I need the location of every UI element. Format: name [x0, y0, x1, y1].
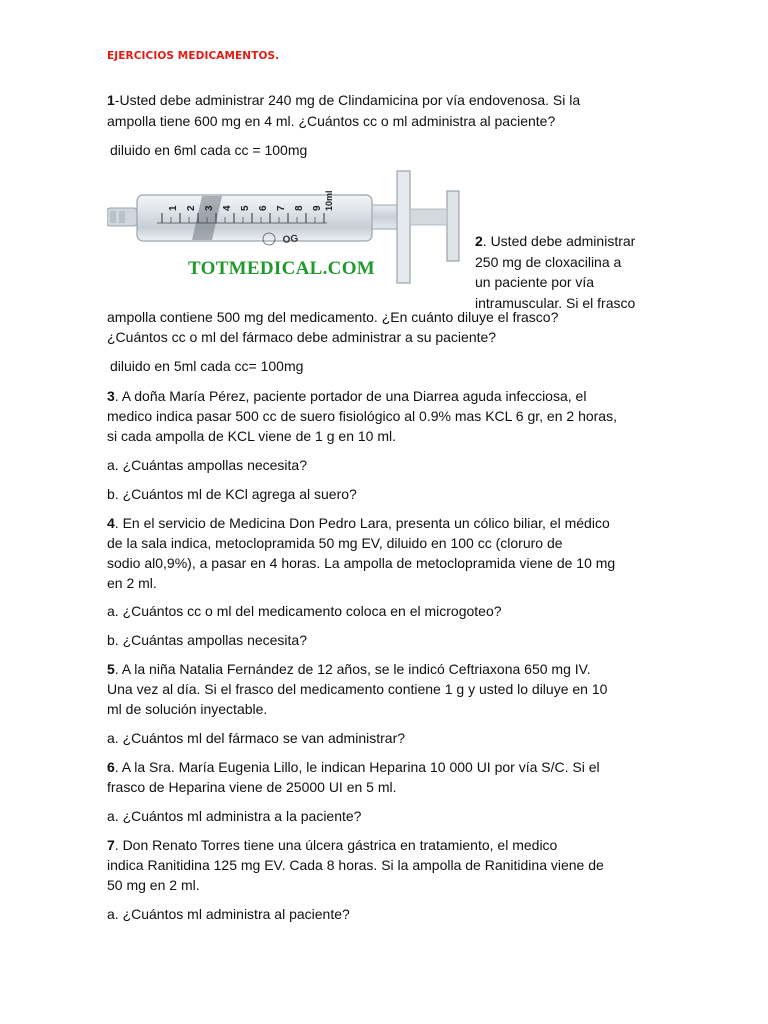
question-4-a: a. ¿Cuántos cc o ml del medicamento coloca en el microgoteo? — [107, 603, 502, 619]
question-7 — [107, 835, 667, 856]
question-4-line: de la sala indica, metoclopramida 50 mg EV, diluido en 100 cc (cloruro de — [107, 535, 563, 551]
question-6 — [107, 757, 667, 778]
question-number: 5 — [107, 661, 115, 677]
watermark: TOTMEDICAL.COM — [188, 258, 376, 279]
question-3-line: medico indica pasar 500 cc de suero fisiológico al 0.9% mas KCL 6 gr, en 2 horas, — [107, 408, 617, 424]
question-1-line-2: ampolla tiene 600 mg en 4 ml. ¿Cuántos cc o ml administra al paciente? — [107, 112, 556, 129]
scale-number: 5 — [240, 205, 251, 211]
question-text: 250 mg de cloxacilina a — [475, 253, 622, 270]
scale-number: 9 — [312, 205, 323, 211]
scale-number: 4 — [222, 205, 233, 211]
question-2-line: ampolla contiene 500 mg del medicamento. ¿En cuánto diluye el frasco? — [107, 309, 559, 325]
question-text: . A la Sra. María Eugenia Lillo, le indican Heparina 10 000 UI por vía S/C. Si el — [114, 759, 600, 775]
question-number: 2 — [475, 233, 483, 249]
question-3-b: b. ¿Cuántos ml de KCl agrega al suero? — [107, 486, 357, 502]
question-text: . Don Renato Torres tiene una úlcera gástrica en tratamiento, el medico — [114, 837, 558, 853]
question-2-line: ¿Cuántos cc o ml del fármaco debe administrar a su paciente? — [107, 329, 497, 345]
question-2-note: diluido en 5ml cada cc= 100mg — [110, 358, 304, 374]
question-5 — [107, 659, 667, 680]
question-5-line: Una vez al día. Si el frasco del medicamento contiene 1 g y usted lo diluye en 10 — [107, 681, 608, 697]
question-6-line: frasco de Heparina viene de 25000 UI en 5 ml. — [107, 779, 397, 795]
question-7-a: a. ¿Cuántos ml administra al paciente? — [107, 906, 350, 922]
question-text: un paciente por vía — [475, 274, 595, 290]
question-text: . Usted debe administrar — [482, 233, 636, 249]
scale-number: 10ml — [324, 190, 334, 211]
question-text: intramuscular. Si el frasco — [475, 294, 636, 311]
question-3-a: a. ¿Cuántas ampollas necesita? — [107, 457, 307, 473]
question-3-line: si cada ampolla de KCL viene de 1 g en 10 ml. — [107, 428, 396, 444]
scale-number: 2 — [186, 205, 197, 211]
document-title: EJERCICIOS MEDICAMENTOS. — [107, 50, 280, 62]
question-4 — [107, 513, 667, 534]
question-number: 7 — [107, 837, 115, 853]
scale-number: 6 — [258, 205, 269, 211]
question-1 — [107, 90, 667, 111]
question-7-line: indica Ranitidina 125 mg EV. Cada 8 horas. Si la ampolla de Ranitidina viene de — [107, 857, 604, 873]
syringe-marking: OG — [282, 233, 299, 246]
question-number: 3 — [107, 388, 115, 404]
question-5-line: ml de solución inyectable. — [107, 701, 268, 717]
question-number: 1 — [107, 92, 115, 108]
question-number: 6 — [107, 759, 115, 775]
question-3 — [107, 386, 667, 407]
question-7-line: 50 mg en 2 ml. — [107, 877, 200, 893]
question-text: -Usted debe administrar 240 mg de Clindamicina por vía endovenosa. Si la — [114, 92, 581, 108]
question-4-b: b. ¿Cuántas ampollas necesita? — [107, 632, 307, 648]
scale-number: 1 — [168, 205, 179, 211]
question-5-a: a. ¿Cuántos ml del fármaco se van administrar? — [107, 730, 406, 746]
scale-number: 8 — [294, 205, 305, 211]
question-number: 4 — [107, 515, 115, 531]
question-text: . En el servicio de Medicina Don Pedro Lara, presenta un cólico biliar, el médico — [114, 515, 610, 531]
question-6-a: a. ¿Cuántos ml administra a la paciente? — [107, 808, 362, 824]
question-4-line: sodio al0,9%), a pasar en 4 horas. La ampolla de metoclopramida viene de 10 mg — [107, 555, 616, 571]
question-4-line: en 2 ml. — [107, 575, 157, 591]
question-text: . A la niña Natalia Fernández de 12 años, se le indicó Ceftriaxona 650 mg IV. — [114, 661, 591, 677]
question-text: . A doña María Pérez, paciente portador de una Diarrea aguda infecciosa, el — [114, 388, 587, 404]
question-1-note: diluido en 6ml cada cc = 100mg — [110, 142, 308, 158]
scale-number: 3 — [204, 205, 215, 211]
question-2-intro — [475, 231, 675, 313]
scale-number: 7 — [276, 205, 287, 211]
